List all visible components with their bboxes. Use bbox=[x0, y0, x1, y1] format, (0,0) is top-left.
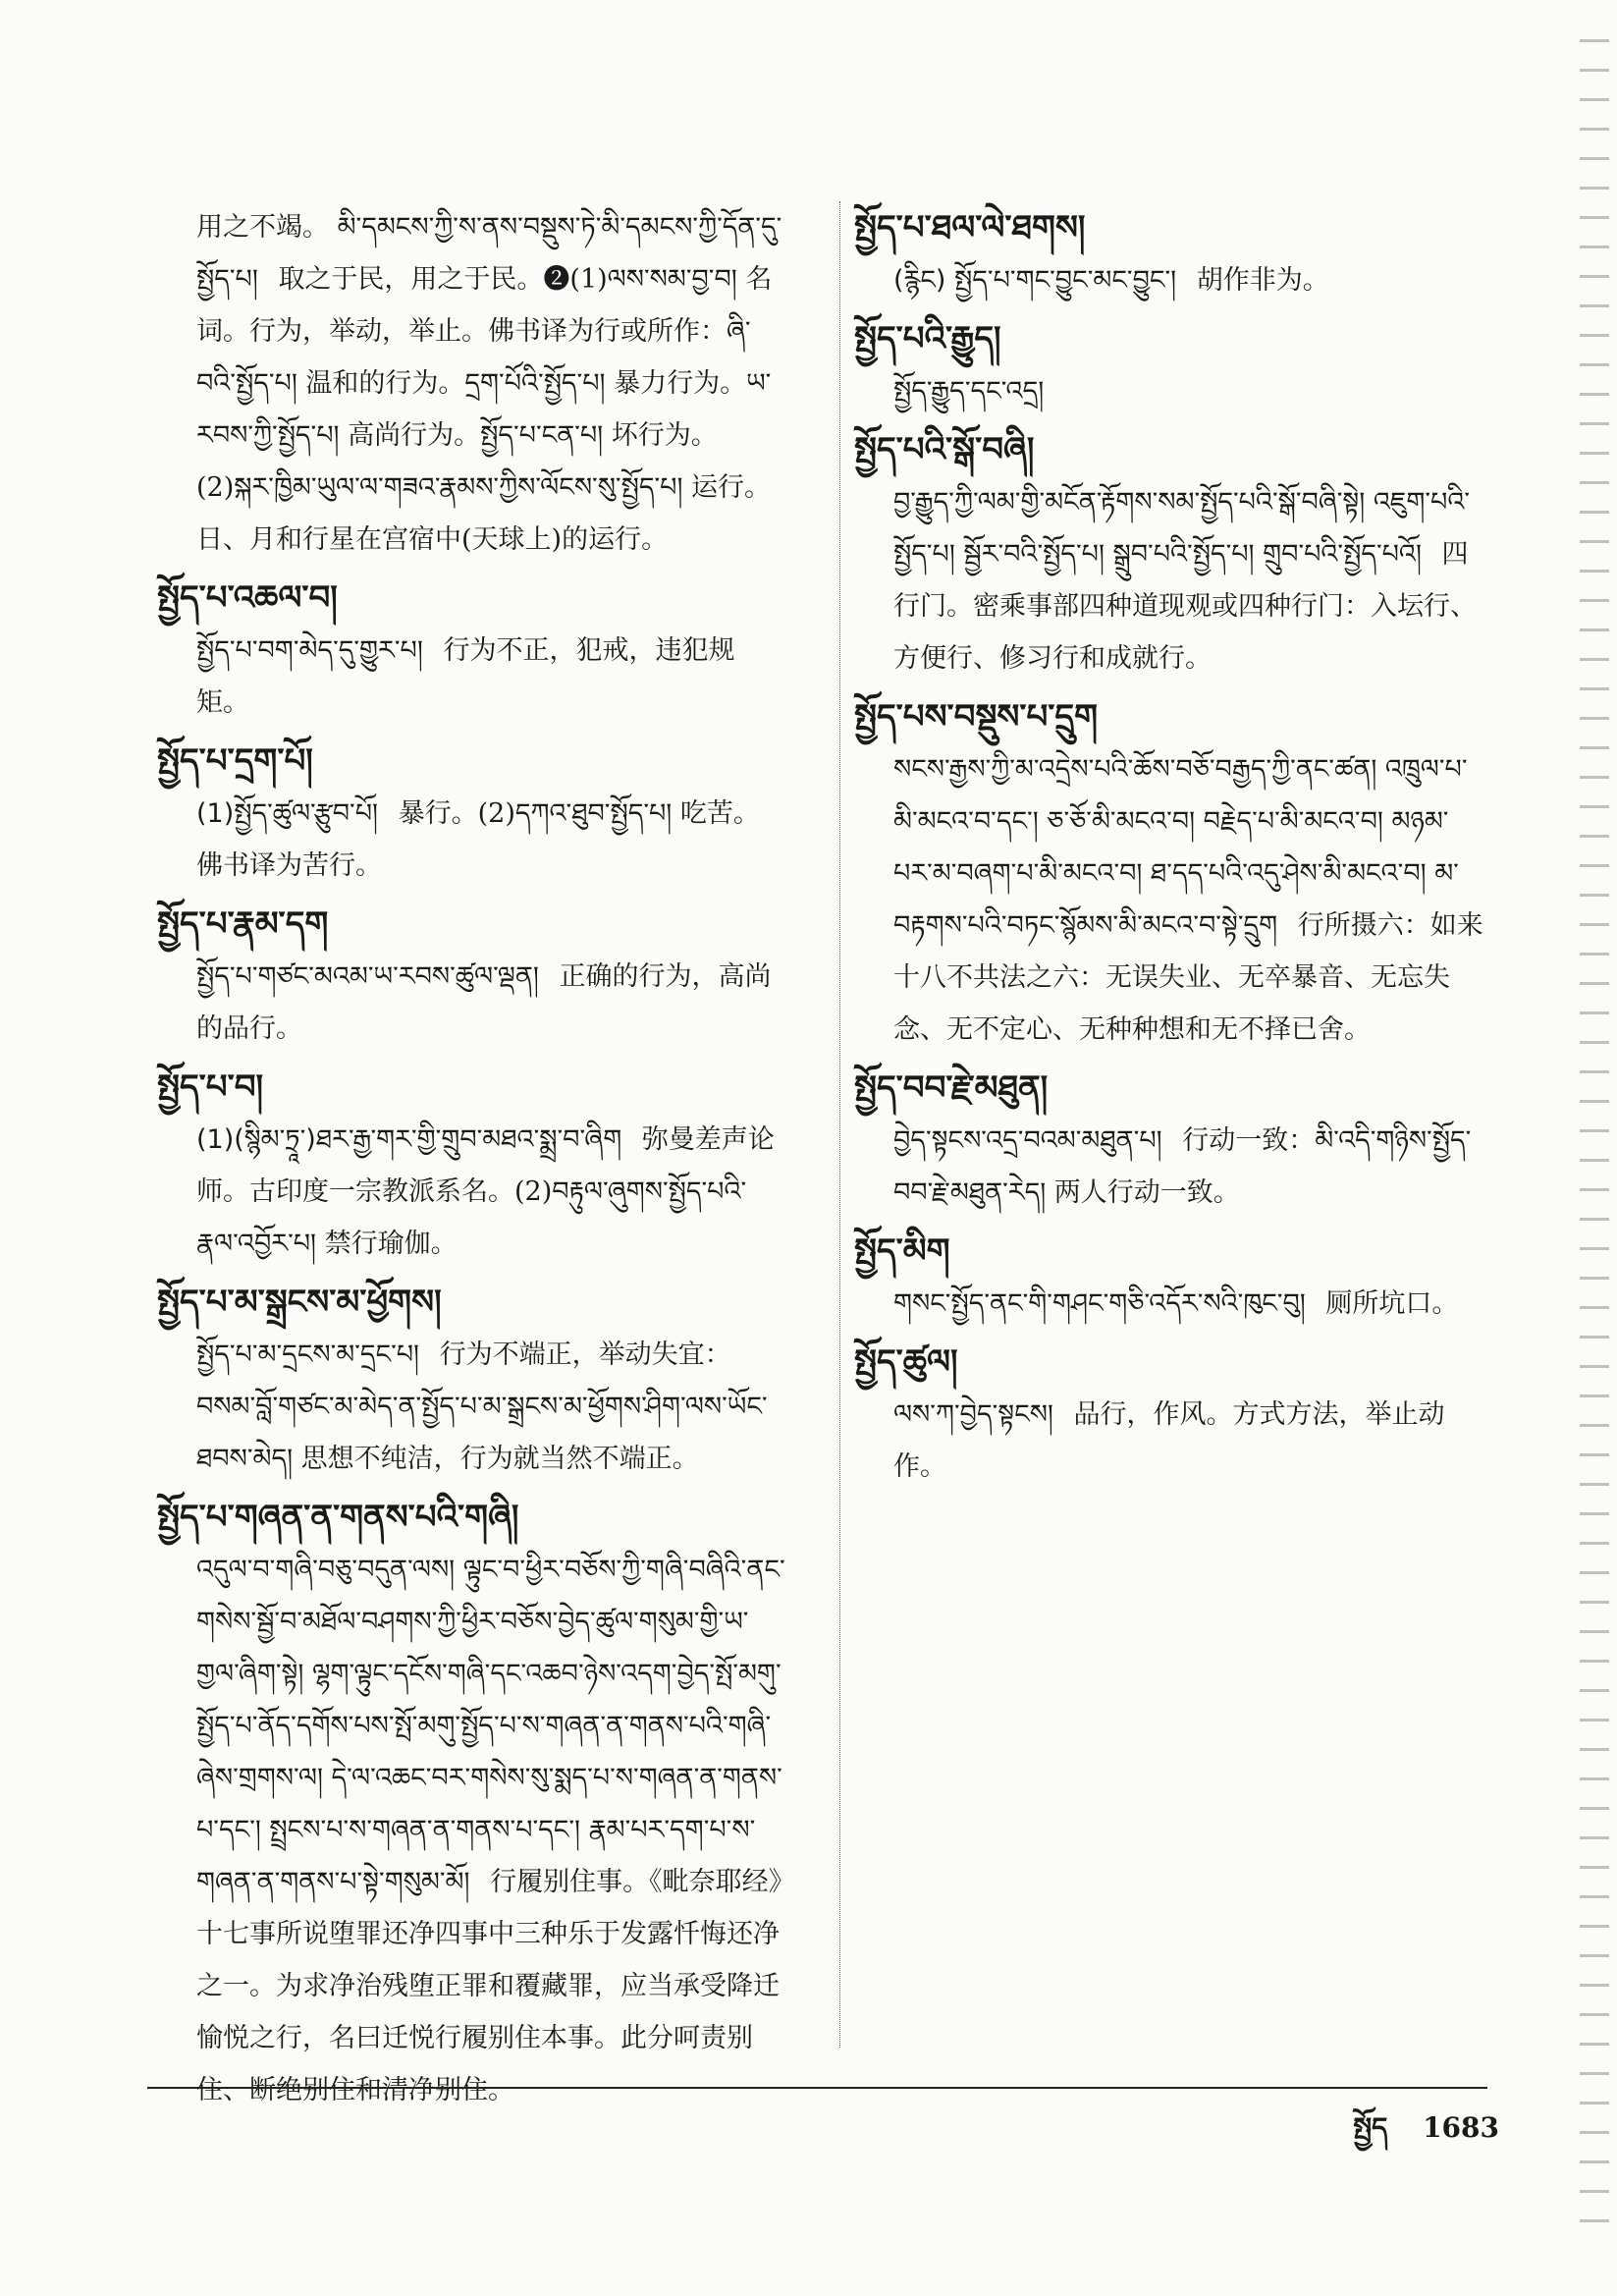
entry bbox=[157, 1491, 785, 2116]
entry bbox=[157, 1061, 785, 1270]
entry-body: (1)སྤྱོད་ཚུལ་རྩུབ་པོ། 暴行。(2)དཀའ་ཐུབ་སྤྱོད་པ། 吃苦。佛书译为苦行。 bbox=[196, 798, 760, 881]
headword: སྤྱོད་ཚུལ། bbox=[854, 1342, 958, 1382]
entry-body: སྤྱོད་རྒྱུད་དང་འདྲ། bbox=[893, 376, 1045, 407]
entry bbox=[854, 423, 1487, 684]
page-number: 1683 bbox=[1423, 2111, 1499, 2144]
entry-body: (རྙིང) སྤྱོད་པ་གང་བྱུང་མང་བྱུང་། 胡作非为。 bbox=[893, 265, 1329, 296]
page-footer bbox=[1327, 2097, 1499, 2174]
headword: སྤྱོད་པའི་རྒྱུད། bbox=[854, 319, 1001, 358]
entry bbox=[854, 1225, 1487, 1330]
entry-body: (1)(སྙིམ་ཏྲཱ་)ཐར་རྒྱ་གར་གྱི་གྲུབ་མཐའ་སྨྲ་བ་ཞིག 弥曼差声论师。古印度一宗教派系名。(2)བརྟུལ་ཞུགས་སྤྱོད་པའི་རྣལ་འབྱོར་པ། 禁行瑜伽。 bbox=[196, 1124, 775, 1259]
left-column bbox=[157, 201, 785, 2122]
headword: སྤྱོད་པ་རྣམ་དག bbox=[157, 904, 329, 944]
entry-body: སྤྱོད་པ་གཙང་མའམ་ཡ་རབས་ཚུལ་ལྡན། 正确的行为，高尚的品行。 bbox=[196, 961, 772, 1044]
entry bbox=[854, 1336, 1487, 1493]
entry-body: 用之不竭。 མི་དམངས་ཀྱི་ས་ནས་བསྡུས་ཏེ་མི་དམངས་ཀྱི་དོན་དུ་སྤྱོད་པ། 取之于民，用之于民。❷(1)ལས་སམ་བྱ་བ། 名词。行为，举动，举止。佛书译为行或所作：ཞི་བའི་སྤྱོད་པ། 温和的行为。དྲག་པོའི་སྤྱོད་པ། 暴力行为。ཡ་རབས་ཀྱི་སྤྱོད་པ། 高尚行为。སྤྱོད་པ་ངན་པ། 坏行为。(2)སྐར་ཁྱིམ་ཡུལ་ལ་གཟའ་རྣམས་ཀྱིས་ལོངས་སུ་སྤྱོད་པ། 运行。日、月和行星在宫宿中(天球上)的运行。 bbox=[196, 212, 782, 555]
entry bbox=[854, 690, 1487, 1056]
entry bbox=[157, 898, 785, 1055]
headword: སྤྱོད་པ་དྲག་པོ། bbox=[157, 741, 313, 781]
headword: སྤྱོད་པ་མ་སྒྲངས་མ་ཕྱོགས། bbox=[157, 1283, 442, 1322]
headword: སྤྱོད་པས་བསྡུས་པ་དྲུག bbox=[854, 697, 1099, 737]
entry-continuation bbox=[196, 201, 785, 566]
entry-body: སྤྱོད་པ་མ་དྲངས་མ་དྲང་པ། 行为不端正，举动失宜：བསམ་བློ་གཙང་མ་མེད་ན་སྤྱོད་པ་མ་སྒྲངས་མ་ཕྱོགས་ཤིག་ལས་ཡོང་ཐབས་མེད། 思想不纯洁，行为就当然不端正。 bbox=[196, 1339, 768, 1474]
headword: སྤྱོད་པའི་སྒོ་བཞི། bbox=[854, 430, 1035, 469]
column-divider bbox=[839, 201, 840, 2048]
entry-body: སངས་རྒྱས་ཀྱི་མ་འདྲེས་པའི་ཆོས་བཅོ་བརྒྱད་ཀྱི་ནང་ཚན། འཁྲུལ་པ་མི་མངའ་བ་དང་། ཅ་ཅོ་མི་མངའ་བ། བརྗེད་པ་མི་མངའ་བ། མཉམ་པར་མ་བཞག་པ་མི་མངའ་བ། ཐ་དད་པའི་འདུ་ཤེས་མི་མངའ་བ། མ་བརྟགས་པའི་བཏང་སྙོམས་མི་མངའ་བ་སྟེ་དྲུག 行所摄六：如来十八不共法之六：无误失业、无卒暴音、无忘失念、无不定心、无种种想和无不择已舍。 bbox=[893, 754, 1483, 1045]
headword: སྤྱོད་པ་བ། bbox=[157, 1067, 264, 1107]
entry bbox=[157, 572, 785, 729]
entry bbox=[854, 312, 1487, 417]
entry-body: གསང་སྤྱོད་ནང་གི་གཤང་གཅི་འདོར་སའི་ཁུང་བུ། 厕所坑口。 bbox=[893, 1288, 1459, 1319]
entry-body: སྤྱོད་པ་བག་མེད་དུ་གྱུར་པ། 行为不正，犯戒，违犯规矩。 bbox=[196, 635, 735, 718]
entry bbox=[157, 735, 785, 892]
entry bbox=[854, 1062, 1487, 1219]
entry-body: ལས་ཀ་བྱེད་སྟངས། 品行，作风。方式方法，举止动作。 bbox=[893, 1399, 1445, 1482]
headword: སྤྱོད་པ་འཆལ་བ། bbox=[157, 578, 338, 618]
footer-rule bbox=[147, 2087, 1487, 2089]
entry-body: འདུལ་བ་གཞི་བཅུ་བདུན་ལས། ལྟུང་བ་ཕྱིར་བཅོས་ཀྱི་གཞི་བཞིའི་ནང་གསེས་སྦྱོ་བ་མཐོལ་བཤགས་ཀྱི་ཕྱིར་བཅོས་བྱེད་ཚུལ་གསུམ་གྱི་ཡ་གྱལ་ཞིག་སྟེ། ལྷག་ལྟུང་དངོས་གཞི་དང་འཆབ་ཉེས་འདག་བྱེད་སྤོ་མགུ་སྤྱོད་པ་ནོད་དགོས་པས་སྤོ་མགུ་སྤྱོད་པ་ས་གཞན་ན་གནས་པའི་གཞི་ཞེས་གྲགས་ལ། དེ་ལ་འཆང་བར་གསེས་སུ་སྨད་པ་ས་གཞན་ན་གནས་པ་དང་། སྤྲངས་པ་ས་གཞན་ན་གནས་པ་དང་། རྣམ་པར་དག་པ་ས་གཞན་ན་གནས་པ་སྟེ་གསུམ་མོ། 行履别住事。《毗奈耶经》十七事所说堕罪还净四事中三种乐于发露忏悔还净之一。为求净治残堕正罪和覆藏罪，应当承受降迁愉悦之行，名曰迁悦行履别住本事。此分呵责别住、断绝别住和清净别住。 bbox=[196, 1555, 785, 2105]
headword: སྤྱོད་མིག bbox=[854, 1231, 950, 1271]
entry-body: བྱ་རྒྱུད་ཀྱི་ལམ་གྱི་མངོན་རྟོགས་སམ་སྤྱོད་པའི་སྒོ་བཞི་སྟེ། འཇུག་པའི་སྤྱོད་པ། སྦྱོར་བའི་སྤྱོད་པ། སྒྲུབ་པའི་སྤྱོད་པ། གྲུབ་པའི་སྤྱོད་པའོ། 四行门。密乘事部四种道现观或四种行门：入坛行、方便行、修习行和成就行。 bbox=[893, 487, 1477, 674]
entry bbox=[854, 201, 1487, 306]
headword: སྤྱོད་པ་ཐལ་ལེ་ཐགས། bbox=[854, 208, 1086, 247]
margin-scan-marks bbox=[1580, 39, 1609, 2249]
headword: སྤྱོད་བབ་རྗེ་མཐུན། bbox=[854, 1068, 1049, 1108]
entry-body: བྱེད་སྟངས་འདྲ་བའམ་མཐུན་པ། 行动一致：མི་འདི་གཉིས་སྤྱོད་བབ་རྗེ་མཐུན་རེད། 两人行动一致。 bbox=[893, 1125, 1472, 1208]
headword: སྤྱོད་པ་གཞན་ན་གནས་པའི་གཞི། bbox=[157, 1498, 519, 1537]
entry bbox=[157, 1276, 785, 1485]
guide-word: སྤྱོད bbox=[1353, 2111, 1388, 2144]
right-column bbox=[854, 201, 1487, 1499]
